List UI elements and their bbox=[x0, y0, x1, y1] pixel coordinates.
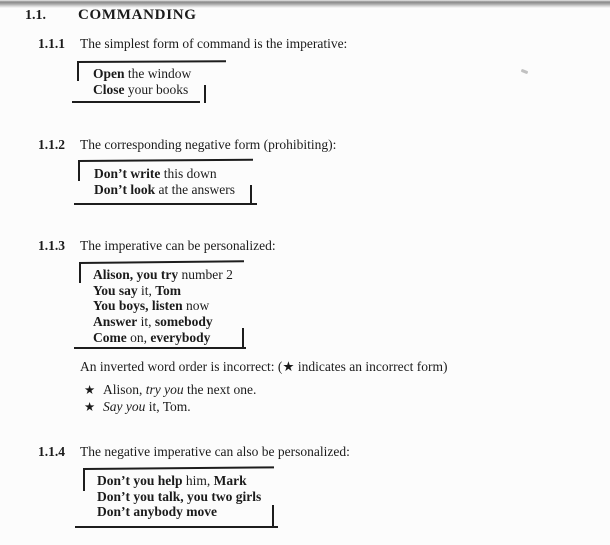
box-border-top bbox=[78, 159, 253, 162]
box-border-top bbox=[83, 466, 274, 470]
box-border-left bbox=[79, 262, 81, 283]
page-title: COMMANDING bbox=[78, 7, 197, 23]
section-heading-113: The imperative can be personalized: bbox=[80, 238, 276, 253]
example-lines bbox=[93, 66, 191, 97]
box-border-top bbox=[77, 60, 226, 63]
box-border-bottom bbox=[72, 101, 200, 103]
box-border-right bbox=[242, 328, 244, 349]
scan-artifact bbox=[521, 69, 529, 74]
box-border-right bbox=[250, 185, 252, 205]
box-border-left bbox=[77, 61, 79, 81]
example-line: Don’t look at the answers bbox=[94, 181, 235, 197]
example-line: Come on, everybody bbox=[93, 329, 211, 345]
incorrect-star-icon: ★ bbox=[84, 383, 96, 397]
section-number-113: 1.1.3 bbox=[38, 238, 65, 253]
example-line: Answer it, somebody bbox=[93, 314, 213, 330]
example-lines bbox=[97, 473, 261, 520]
example-line: Don’t you talk, you two girls bbox=[97, 488, 262, 504]
example-box-2 bbox=[72, 158, 256, 206]
section-heading-112: The corresponding negative form (prohibiting): bbox=[80, 137, 337, 152]
incorrect-star-icon: ★ bbox=[84, 399, 96, 414]
incorrect-example: ★ Alison, try you the next one. bbox=[84, 382, 257, 397]
box-border-bottom bbox=[74, 347, 246, 349]
example-line: Alison, you try number 2 bbox=[93, 267, 233, 282]
section-number-111: 1.1.1 bbox=[38, 36, 65, 51]
section-heading-114: The negative imperative can also be personalized: bbox=[80, 444, 350, 459]
note-inverted-order: An inverted word order is incorrect: (★ indicates an incorrect form) bbox=[80, 359, 448, 374]
incorrect-example: ★ Say you it, Tom. bbox=[84, 398, 191, 414]
section-number-114: 1.1.4 bbox=[38, 444, 65, 459]
box-border-right bbox=[204, 85, 206, 103]
example-box-1 bbox=[72, 60, 228, 104]
box-border-left bbox=[83, 468, 85, 491]
incorrect-examples-list bbox=[84, 382, 256, 415]
section-heading-111: The simplest form of command is the imperative: bbox=[80, 36, 348, 51]
example-box-3 bbox=[73, 259, 246, 350]
example-line: Open the window bbox=[93, 66, 192, 81]
box-border-bottom bbox=[74, 203, 257, 205]
section-number-112: 1.1.2 bbox=[38, 137, 65, 152]
section-number-main: 1.1. bbox=[25, 8, 46, 23]
box-border-top bbox=[79, 260, 244, 264]
example-line: Don’t anybody move bbox=[97, 504, 218, 520]
example-line: Don’t write this down bbox=[94, 166, 217, 181]
box-border-right bbox=[272, 505, 274, 528]
example-lines bbox=[93, 267, 233, 346]
box-border-left bbox=[78, 160, 80, 181]
example-lines bbox=[94, 166, 235, 197]
example-box-4 bbox=[75, 465, 276, 528]
example-line: You boys, listen now bbox=[93, 298, 210, 314]
example-line: Don’t you help him, Mark bbox=[97, 473, 247, 488]
example-line: Close your books bbox=[93, 81, 189, 97]
example-line: You say it, Tom bbox=[93, 282, 182, 298]
box-border-bottom bbox=[75, 526, 278, 528]
